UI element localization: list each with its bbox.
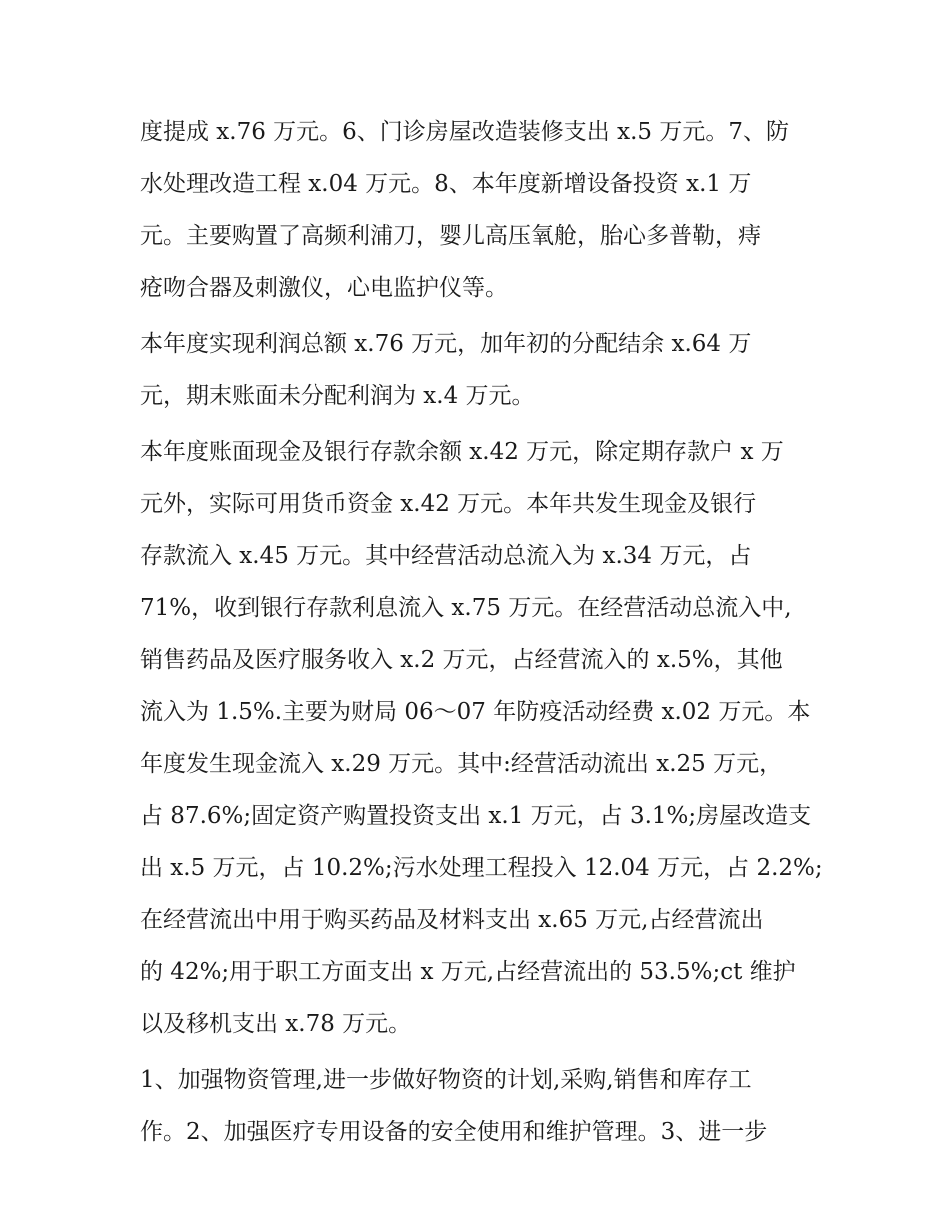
text-line: 占 87.6%;固定资产购置投资支出 x.1 万元，占 3.1%;房屋改造支: [140, 803, 812, 829]
paragraph-expenditure: [140, 106, 820, 314]
text-line: 水处理改造工程 x.04 万元。8、本年度新增设备投资 x.1 万: [140, 171, 752, 197]
text-line: 本年度账面现金及银行存款余额 x.42 万元，除定期存款户 x 万: [140, 439, 784, 465]
text-line: 度提成 x.76 万元。6、门诊房屋改造装修支出 x.5 万元。7、防: [140, 119, 789, 145]
text-line: 1、加强物资管理,进一步做好物资的计划,采购,销售和库存工: [140, 1067, 752, 1093]
paragraph-cash-flow: [140, 426, 823, 1050]
text-line: 作。2、加强医疗专用设备的安全使用和维护管理。3、进一步: [140, 1119, 768, 1145]
text-line: 销售药品及医疗服务收入 x.2 万元，占经营流入的 x.5%，其他: [140, 647, 783, 673]
text-line: 存款流入 x.45 万元。其中经营活动总流入为 x.34 万元，占: [140, 543, 752, 569]
text-line: 流入为 1.5%.主要为财局 06～07 年防疫活动经费 x.02 万元。本: [140, 699, 811, 725]
text-line: 元外，实际可用货币资金 x.42 万元。本年共发生现金及银行: [140, 491, 757, 517]
text-line: 疮吻合器及刺激仪，心电监护仪等。: [140, 275, 508, 301]
text-line: 本年度实现利润总额 x.76 万元，加年初的分配结余 x.64 万: [140, 331, 752, 357]
paragraph-management: [140, 1054, 820, 1158]
text-line: 年度发生现金流入 x.29 万元。其中:经营活动流出 x.25 万元，: [140, 751, 783, 777]
text-line: 出 x.5 万元，占 10.2%;污水处理工程投入 12.04 万元，占 2.2%;: [140, 855, 823, 881]
paragraph-profit: [140, 318, 820, 422]
text-line: 元。主要购置了高频利浦刀，婴儿高压氧舱，胎心多普勒，痔: [140, 223, 761, 249]
text-line: 在经营流出中用于购买药品及材料支出 x.65 万元,占经营流出: [140, 907, 764, 933]
text-line: 71%，收到银行存款利息流入 x.75 万元。在经营活动总流入中,: [140, 595, 792, 621]
text-line: 的 42%;用于职工方面支出 x 万元,占经营流出的 53.5%;ct 维护: [140, 959, 796, 985]
text-line: 元，期末账面未分配利润为 x.4 万元。: [140, 383, 535, 409]
text-line: 以及移机支出 x.78 万元。: [140, 1011, 412, 1037]
document-page: [140, 106, 823, 1162]
